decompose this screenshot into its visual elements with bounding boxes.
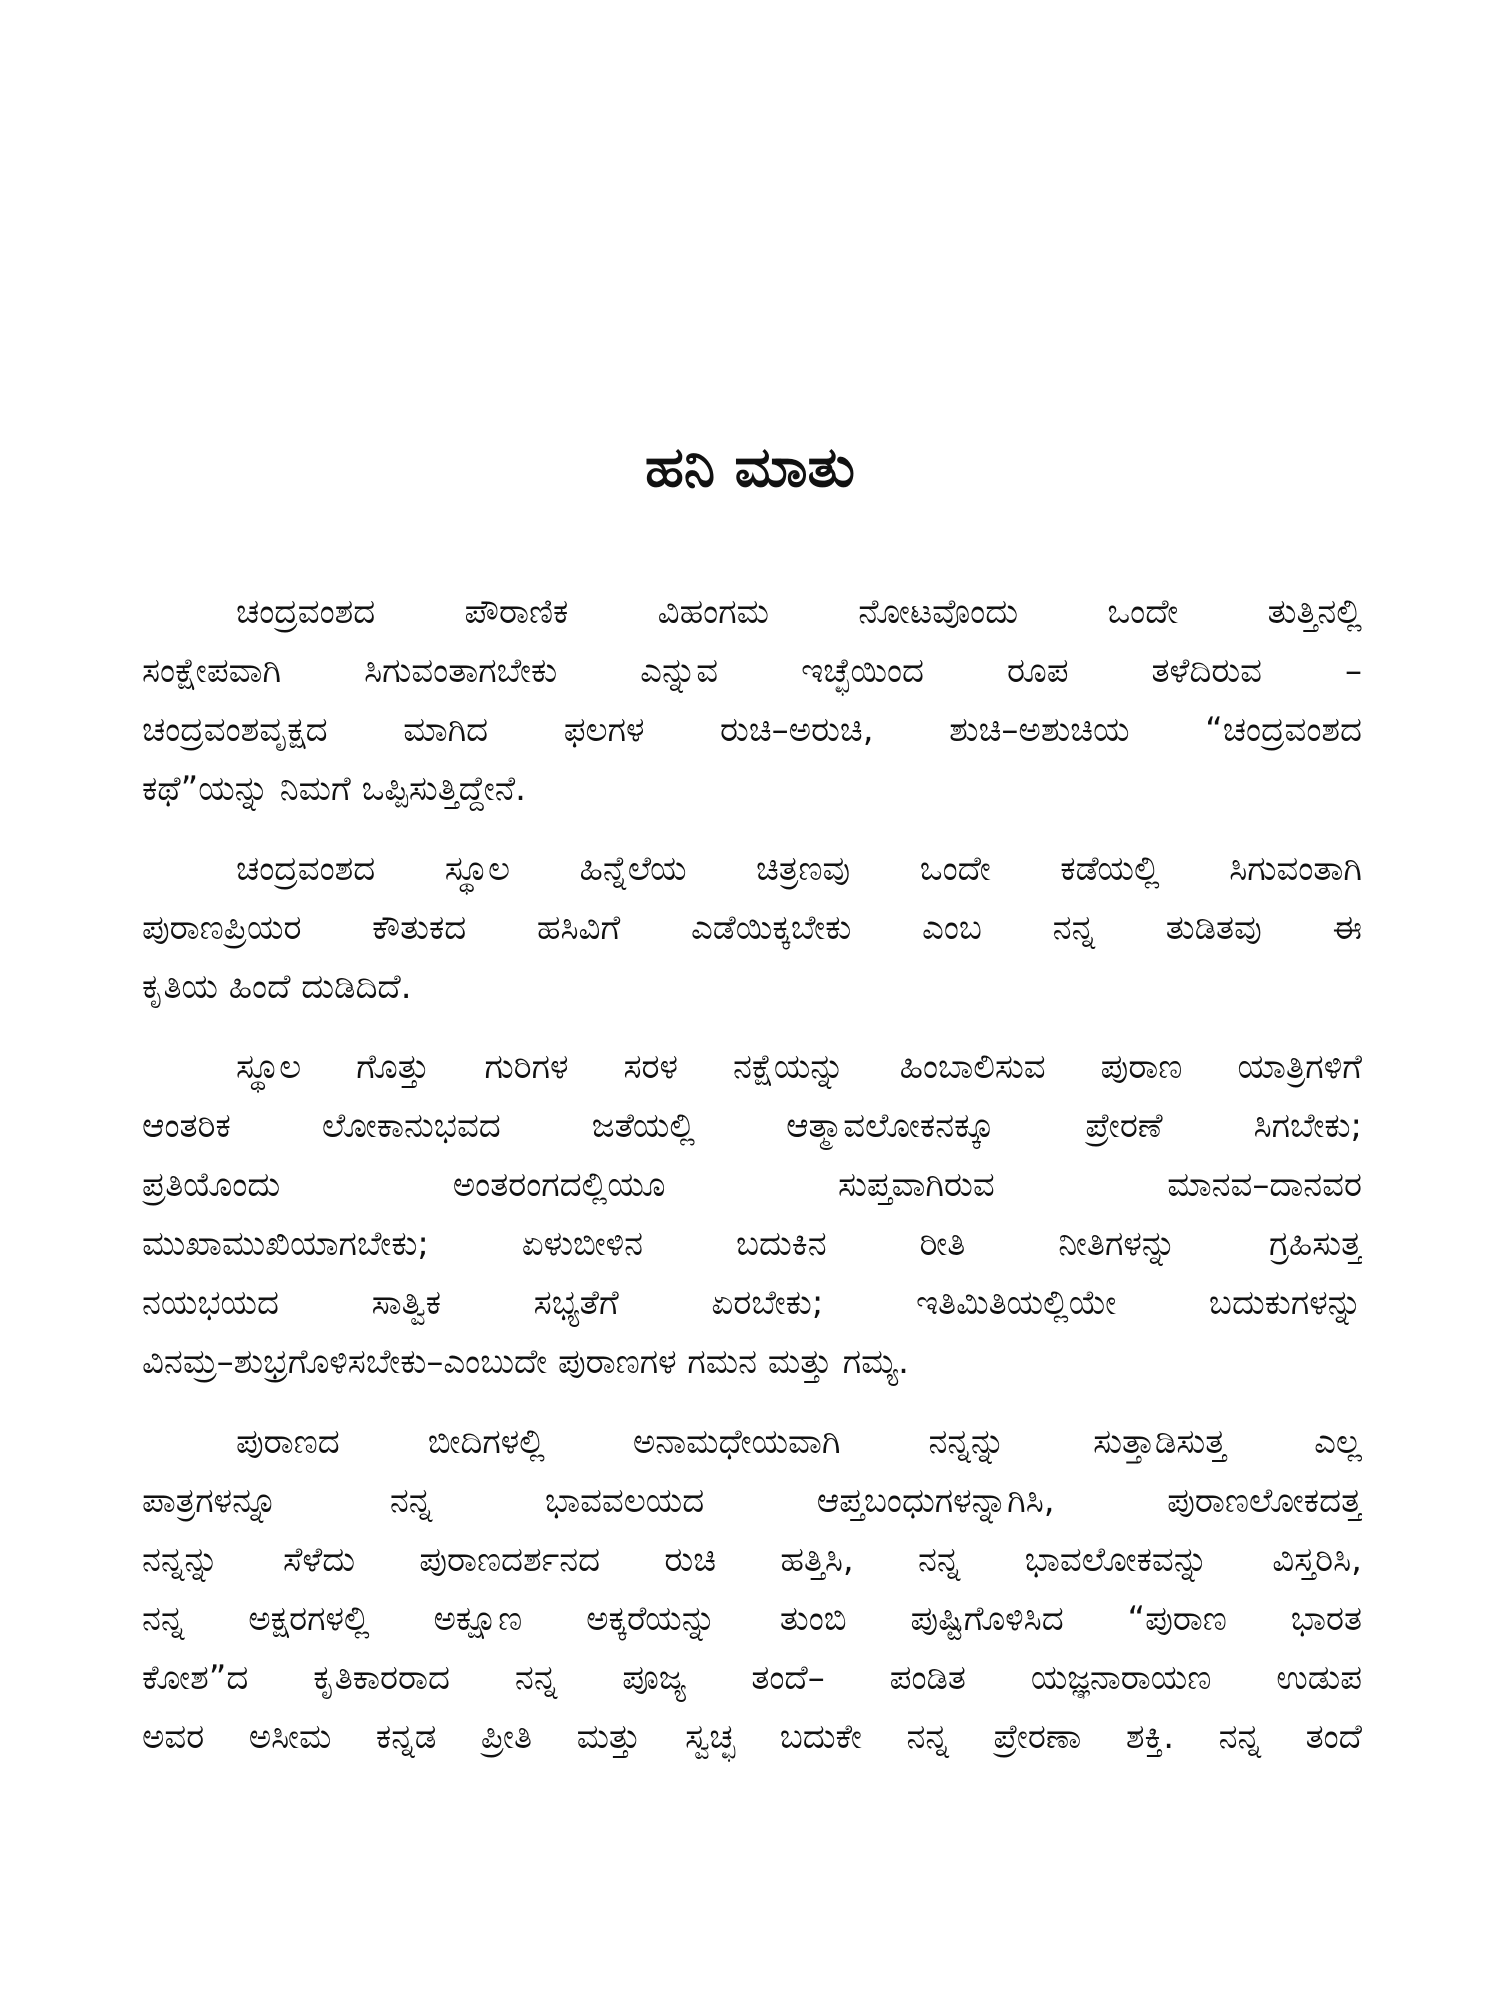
page-title: ಹನಿ ಮಾತು — [645, 435, 855, 500]
text-line: ಸಂಕ್ಷೇಪವಾಗಿ ಸಿಗುವಂತಾಗಬೇಕು ಎನ್ನುವ ಇಚ್ಛೆಯಿಂದ ರೂಪ ತಳೆದಿರುವ – — [142, 651, 1362, 691]
text-line: ಕಥೆ”ಯನ್ನು ನಿಮಗೆ ಒಪ್ಪಿಸುತ್ತಿದ್ದೇನೆ. — [142, 769, 526, 809]
paragraph-1 — [142, 583, 1362, 819]
text-line: ಕೃತಿಯ ಹಿಂದೆ ದುಡಿದಿದೆ. — [142, 967, 412, 1007]
text-line: ಚಂದ್ರವಂಶವೃಕ್ಷದ ಮಾಗಿದ ಫಲಗಳ ರುಚಿ–ಅರುಚಿ, ಶುಚಿ–ಅಶುಚಿಯ “ಚಂದ್ರವಂಶದ — [142, 710, 1362, 750]
text-line: ಕೋಶ”ದ ಕೃತಿಕಾರರಾದ ನನ್ನ ಪೂಜ್ಯ ತಂದೆ– ಪಂಡಿತ ಯಜ್ಞನಾರಾಯಣ ಉಡುಪ — [142, 1658, 1362, 1698]
text-line: ಪುರಾಣದ ಬೀದಿಗಳಲ್ಲಿ ಅನಾಮಧೇಯವಾಗಿ ನನ್ನನ್ನು ಸುತ್ತಾಡಿಸುತ್ತ ಎಲ್ಲ — [236, 1422, 1362, 1462]
text-line: ಚಂದ್ರವಂಶದ ಸ್ಥೂಲ ಹಿನ್ನೆಲೆಯ ಚಿತ್ರಣವು ಒಂದೇ ಕಡೆಯಲ್ಲಿ ಸಿಗುವಂತಾಗಿ — [236, 849, 1362, 889]
text-line: ನನ್ನನ್ನು ಸೆಳೆದು ಪುರಾಣದರ್ಶನದ ರುಚಿ ಹತ್ತಿಸಿ, ನನ್ನ ಭಾವಲೋಕವನ್ನು ವಿಸ್ತರಿಸಿ, — [142, 1540, 1362, 1580]
document-body — [142, 583, 1362, 1788]
text-line: ಅವರ ಅಸೀಮ ಕನ್ನಡ ಪ್ರೀತಿ ಮತ್ತು ಸ್ವಚ್ಛ ಬದುಕೇ ನನ್ನ ಪ್ರೇರಣಾ ಶಕ್ತಿ. ನನ್ನ ತಂದೆ — [142, 1717, 1362, 1757]
text-line: ಮುಖಾಮುಖಿಯಾಗಬೇಕು; ಏಳುಬೀಳಿನ ಬದುಕಿನ ರೀತಿ ನೀತಿಗಳನ್ನು ಗ್ರಹಿಸುತ್ತ — [142, 1224, 1362, 1264]
text-line: ನನ್ನ ಅಕ್ಷರಗಳಲ್ಲಿ ಅಕ್ಷೂಣ ಅಕ್ಕರೆಯನ್ನು ತುಂಬಿ ಪುಷ್ಟಿಗೊಳಿಸಿದ “ಪುರಾಣ ಭಾರತ — [142, 1599, 1362, 1639]
text-line: ಪ್ರತಿಯೊಂದು ಅಂತರಂಗದಲ್ಲಿಯೂ ಸುಪ್ತವಾಗಿರುವ ಮಾನವ–ದಾನವರ — [142, 1165, 1362, 1205]
text-line: ಚಂದ್ರವಂಶದ ಪೌರಾಣಿಕ ವಿಹಂಗಮ ನೋಟವೊಂದು ಒಂದೇ ತುತ್ತಿನಲ್ಲಿ — [236, 592, 1362, 632]
text-line: ಪುರಾಣಪ್ರಿಯರ ಕೌತುಕದ ಹಸಿವಿಗೆ ಎಡೆಯಿಕ್ಕಬೇಕು ಎಂಬ ನನ್ನ ತುಡಿತವು ಈ — [142, 908, 1362, 948]
paragraph-4 — [142, 1413, 1362, 1767]
text-line: ವಿನಮ್ರ–ಶುಭ್ರಗೊಳಿಸಬೇಕು–ಎಂಬುದೇ ಪುರಾಣಗಳ ಗಮನ ಮತ್ತು ಗಮ್ಯ. — [142, 1342, 909, 1382]
text-line: ಸ್ಥೂಲ ಗೊತ್ತು ಗುರಿಗಳ ಸರಳ ನಕ್ಷೆಯನ್ನು ಹಿಂಬಾಲಿಸುವ ಪುರಾಣ ಯಾತ್ರಿಗಳಿಗೆ — [236, 1047, 1362, 1087]
paragraph-2 — [142, 840, 1362, 1017]
text-line: ಪಾತ್ರಗಳನ್ನೂ ನನ್ನ ಭಾವವಲಯದ ಆಪ್ತಬಂಧುಗಳನ್ನಾಗಿಸಿ, ಪುರಾಣಲೋಕದತ್ತ — [142, 1481, 1362, 1521]
text-line: ಆಂತರಿಕ ಲೋಕಾನುಭವದ ಜತೆಯಲ್ಲಿ ಆತ್ಮಾವಲೋಕನಕ್ಕೂ ಪ್ರೇರಣೆ ಸಿಗಬೇಕು; — [142, 1106, 1362, 1146]
paragraph-3 — [142, 1038, 1362, 1392]
text-line: ನಯಭಯದ ಸಾತ್ವಿಕ ಸಭ್ಯತೆಗೆ ಏರಬೇಕು; ಇತಿಮಿತಿಯಲ್ಲಿಯೇ ಬದುಕುಗಳನ್ನು — [142, 1283, 1362, 1323]
